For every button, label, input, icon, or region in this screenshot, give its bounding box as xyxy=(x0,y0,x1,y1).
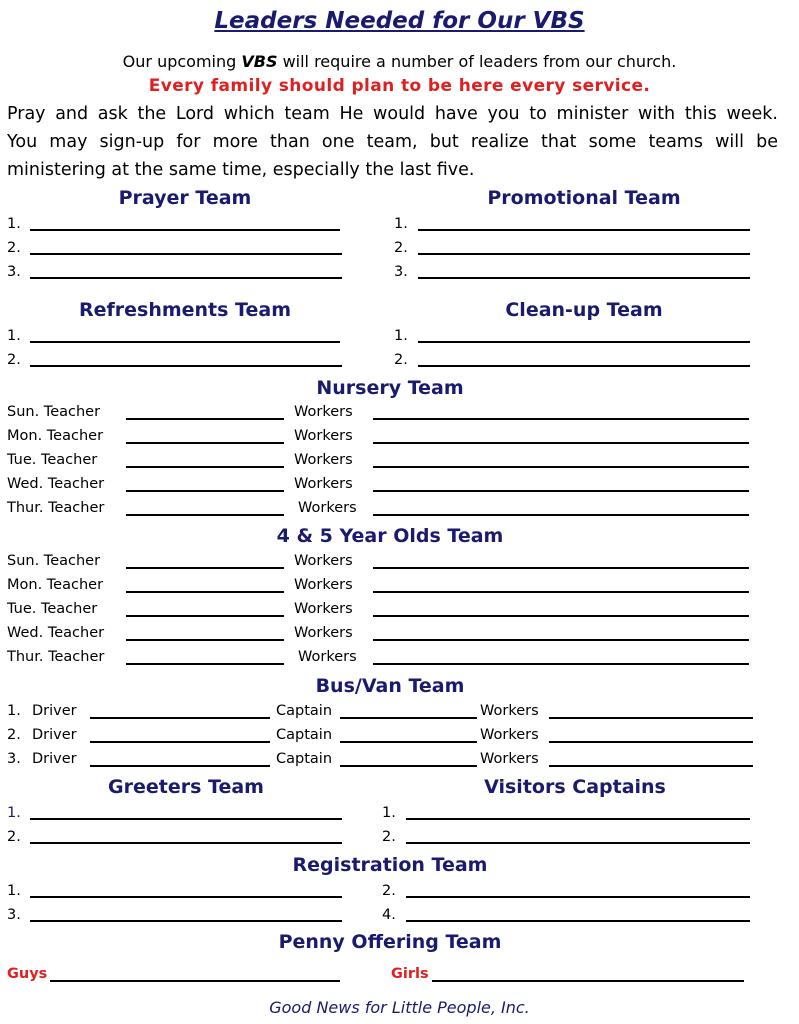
greeters-team-heading: Greeters Team xyxy=(108,776,264,798)
workers-label: Workers xyxy=(294,452,353,468)
cleanup-signup-line-1[interactable] xyxy=(418,341,750,343)
instructions-line: You may sign-up for more than one team, but realize that some teams will be xyxy=(7,132,778,152)
greeters-signup-line-2[interactable] xyxy=(30,842,342,844)
bus-workers-signup-line[interactable] xyxy=(549,717,753,719)
teacher-signup-line[interactable] xyxy=(126,514,284,516)
workers-signup-line[interactable] xyxy=(373,639,749,641)
attendance-warning: Every family should plan to be here every service. xyxy=(148,76,651,96)
captain-signup-line[interactable] xyxy=(340,741,477,743)
teacher-signup-line[interactable] xyxy=(126,639,284,641)
teacher-signup-line[interactable] xyxy=(126,567,284,569)
driver-signup-line[interactable] xyxy=(90,741,270,743)
registration-signup-line-2[interactable] xyxy=(406,896,750,898)
bus-workers-signup-line[interactable] xyxy=(549,741,753,743)
workers-signup-line[interactable] xyxy=(373,514,749,516)
row-number: 1. xyxy=(7,805,21,821)
row-number: 3. xyxy=(394,264,408,280)
driver-signup-line[interactable] xyxy=(90,765,270,767)
page-title: Leaders Needed for Our VBS xyxy=(214,8,585,34)
penny-team-heading: Penny Offering Team xyxy=(278,931,502,953)
teacher-label: Mon. Teacher xyxy=(7,428,104,444)
row-number: 2. xyxy=(7,352,21,368)
fourfive-team-heading: 4 & 5 Year Olds Team xyxy=(276,525,504,547)
workers-label: Workers xyxy=(298,649,357,665)
instructions-line: ministering at the same time, especially the last five. xyxy=(7,160,475,180)
workers-label: Workers xyxy=(294,476,353,492)
captain-label: Captain xyxy=(276,727,333,743)
visitors-captains-heading: Visitors Captains xyxy=(484,776,666,798)
teacher-label: Tue. Teacher xyxy=(7,452,98,468)
row-number: 2. xyxy=(394,352,408,368)
intro-before: Our upcoming xyxy=(122,52,242,71)
row-number: 3. xyxy=(7,751,21,767)
registration-signup-line-4[interactable] xyxy=(406,920,750,922)
row-number: 1. xyxy=(7,216,21,232)
workers-signup-line[interactable] xyxy=(373,466,749,468)
teacher-label: Sun. Teacher xyxy=(7,553,101,569)
intro-vbs: VBS xyxy=(241,52,278,71)
teacher-signup-line[interactable] xyxy=(126,490,284,492)
teacher-label: Mon. Teacher xyxy=(7,577,104,593)
teacher-label: Wed. Teacher xyxy=(7,476,105,492)
row-number: 2. xyxy=(382,829,396,845)
workers-signup-line[interactable] xyxy=(373,442,749,444)
workers-signup-line[interactable] xyxy=(373,418,749,420)
captain-signup-line[interactable] xyxy=(340,765,477,767)
promotional-signup-line-1[interactable] xyxy=(418,229,750,231)
bus-workers-label: Workers xyxy=(480,727,539,743)
registration-team-heading: Registration Team xyxy=(292,854,488,876)
workers-signup-line[interactable] xyxy=(373,663,749,665)
workers-label: Workers xyxy=(298,500,357,516)
refreshments-signup-line-2[interactable] xyxy=(30,365,342,367)
refreshments-signup-line-1[interactable] xyxy=(30,341,340,343)
nursery-team-heading: Nursery Team xyxy=(316,377,464,399)
row-number: 1. xyxy=(7,883,21,899)
row-number: 1. xyxy=(7,703,21,719)
row-number: 3. xyxy=(7,907,21,923)
girls-label: Girls xyxy=(391,966,429,982)
workers-label: Workers xyxy=(294,553,353,569)
instructions-line: Pray and ask the Lord which team He would have you to minister with this week. xyxy=(7,104,778,124)
captain-label: Captain xyxy=(276,703,333,719)
row-number: 2. xyxy=(7,829,21,845)
captain-label: Captain xyxy=(276,751,333,767)
greeters-signup-line-1[interactable] xyxy=(30,818,342,820)
driver-label: Driver xyxy=(32,703,77,719)
cleanup-team-heading: Clean-up Team xyxy=(505,299,663,321)
teacher-label: Sun. Teacher xyxy=(7,404,101,420)
workers-label: Workers xyxy=(294,601,353,617)
workers-label: Workers xyxy=(294,404,353,420)
row-number: 3. xyxy=(7,264,21,280)
workers-signup-line[interactable] xyxy=(373,591,749,593)
teacher-label: Wed. Teacher xyxy=(7,625,105,641)
row-number: 2. xyxy=(7,240,21,256)
registration-signup-line-3[interactable] xyxy=(30,920,342,922)
intro-text xyxy=(0,52,799,71)
teacher-signup-line[interactable] xyxy=(126,418,284,420)
bus-team-heading: Bus/Van Team xyxy=(315,675,465,697)
guys-signup-line[interactable] xyxy=(50,980,340,982)
captain-signup-line[interactable] xyxy=(340,717,477,719)
workers-signup-line[interactable] xyxy=(373,615,749,617)
workers-signup-line[interactable] xyxy=(373,490,749,492)
prayer-signup-line-1[interactable] xyxy=(30,229,340,231)
row-number: 2. xyxy=(394,240,408,256)
registration-signup-line-1[interactable] xyxy=(30,896,342,898)
row-number: 1. xyxy=(7,328,21,344)
row-number: 2. xyxy=(7,727,21,743)
publisher-footer: Good News for Little People, Inc. xyxy=(269,998,530,1017)
promotional-team-heading: Promotional Team xyxy=(487,187,681,209)
teacher-label: Tue. Teacher xyxy=(7,601,98,617)
prayer-team-heading: Prayer Team xyxy=(118,187,252,209)
bus-workers-signup-line[interactable] xyxy=(549,765,753,767)
row-number: 4. xyxy=(382,907,396,923)
workers-label: Workers xyxy=(294,428,353,444)
cleanup-signup-line-2[interactable] xyxy=(418,365,750,367)
row-number: 1. xyxy=(382,805,396,821)
prayer-signup-line-3[interactable] xyxy=(30,277,342,279)
promotional-signup-line-3[interactable] xyxy=(418,277,750,279)
guys-label: Guys xyxy=(7,966,48,982)
driver-label: Driver xyxy=(32,751,77,767)
prayer-signup-line-2[interactable] xyxy=(30,253,342,255)
driver-signup-line[interactable] xyxy=(90,717,270,719)
visitors-signup-line-1[interactable] xyxy=(406,818,750,820)
teacher-label: Thur. Teacher xyxy=(7,500,105,516)
teacher-signup-line[interactable] xyxy=(126,442,284,444)
workers-signup-line[interactable] xyxy=(373,567,749,569)
teacher-signup-line[interactable] xyxy=(126,615,284,617)
workers-label: Workers xyxy=(294,577,353,593)
row-number: 2. xyxy=(382,883,396,899)
visitors-signup-line-2[interactable] xyxy=(406,842,750,844)
girls-signup-line[interactable] xyxy=(432,980,744,982)
row-number: 1. xyxy=(394,216,408,232)
intro-after: will require a number of leaders from our church. xyxy=(277,52,677,71)
teacher-signup-line[interactable] xyxy=(126,591,284,593)
row-number: 1. xyxy=(394,328,408,344)
driver-label: Driver xyxy=(32,727,77,743)
instructions-paragraph xyxy=(7,100,778,184)
workers-label: Workers xyxy=(294,625,353,641)
teacher-signup-line[interactable] xyxy=(126,466,284,468)
refreshments-team-heading: Refreshments Team xyxy=(78,299,292,321)
bus-workers-label: Workers xyxy=(480,751,539,767)
teacher-signup-line[interactable] xyxy=(126,663,284,665)
promotional-signup-line-2[interactable] xyxy=(418,253,750,255)
bus-workers-label: Workers xyxy=(480,703,539,719)
teacher-label: Thur. Teacher xyxy=(7,649,105,665)
